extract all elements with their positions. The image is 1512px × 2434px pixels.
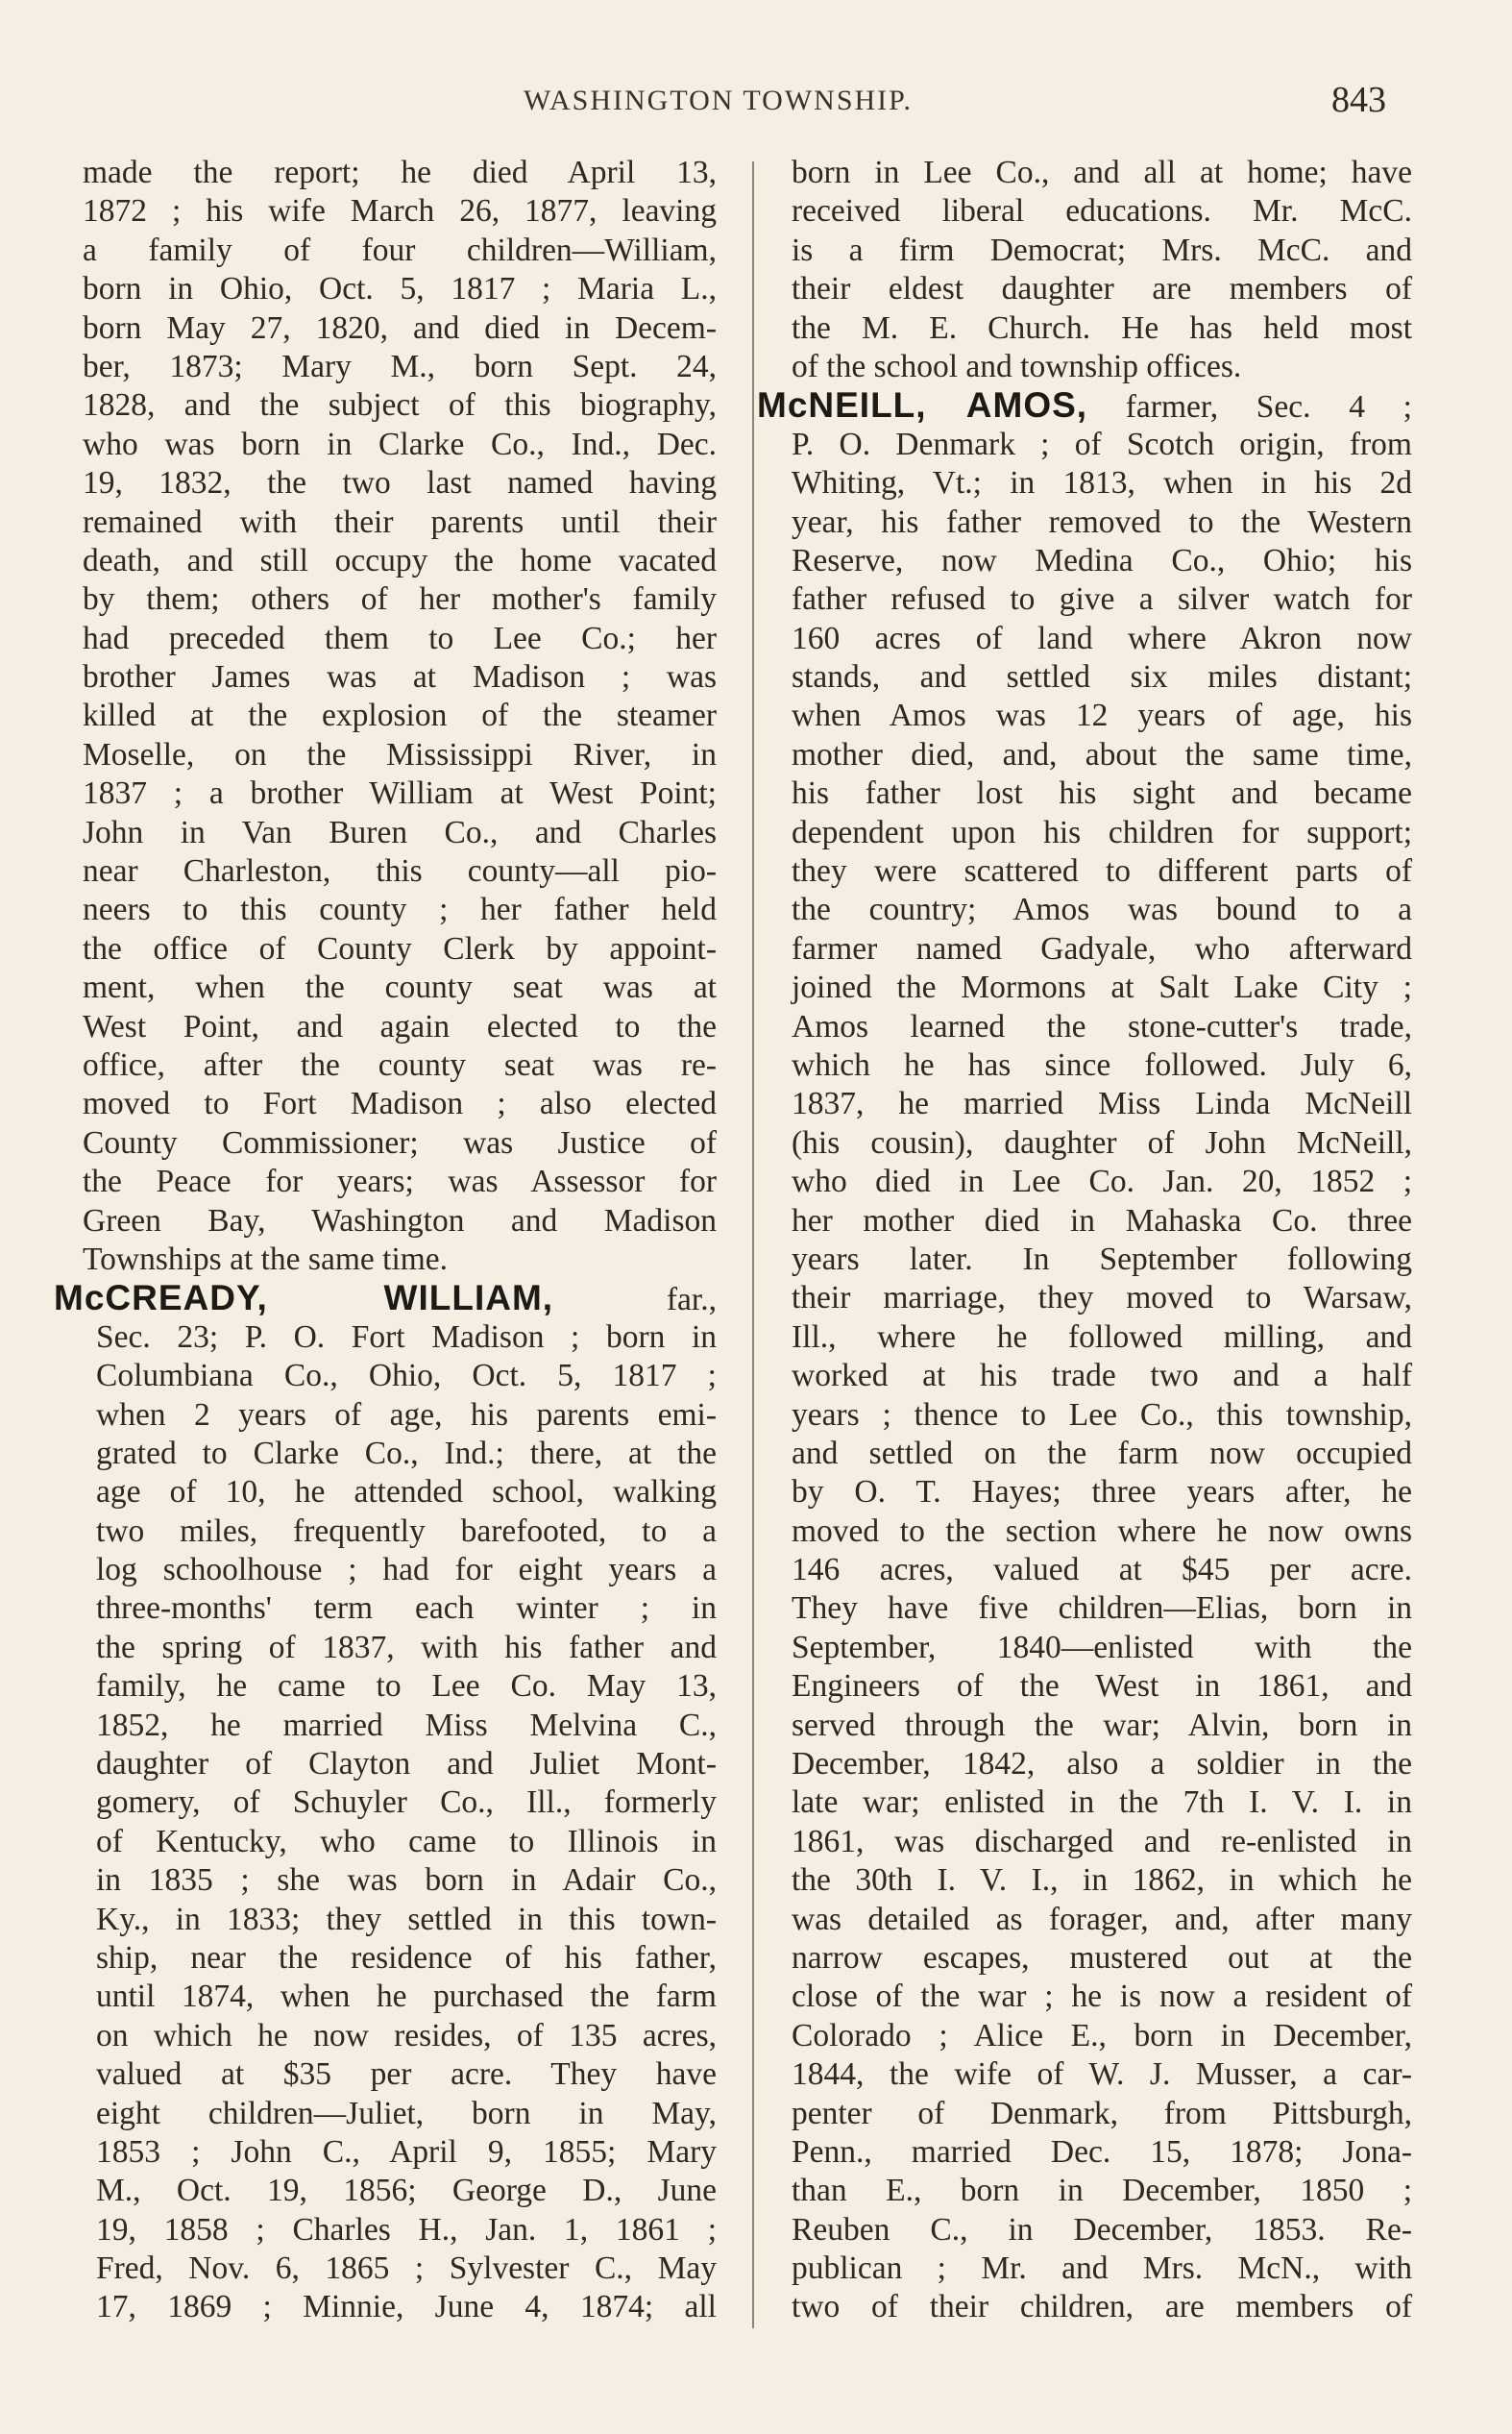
text-line: West Point, and again elected to the [83,1008,717,1045]
text-line: born in Lee Co., and all at home; have [792,155,1412,190]
text-line: Reserve, now Medina Co., Ohio; his [792,542,1412,578]
text-line: 1861, was discharged and re-enlisted in [792,1823,1412,1859]
text-line: which he has since followed. July 6, [792,1046,1412,1083]
text-line: who died in Lee Co. Jan. 20, 1852 ; [792,1164,1412,1200]
running-header [0,79,1512,127]
text-line: Penn., married Dec. 15, 1878; Jona- [792,2133,1412,2170]
text-line: 1852, he married Miss Melvina C., [96,1707,717,1743]
text-line: ment, when the county seat was at [83,970,717,1006]
text-line: until 1874, when he purchased the farm [96,1979,717,2015]
text-line: September, 1840—enlisted with the [792,1629,1412,1665]
text-line: ship, near the residence of his father, [96,1939,717,1976]
text-line: his father lost his sight and became [792,775,1412,812]
text-line: age of 10, he attended school, walking [96,1474,717,1511]
text-line: served through the war; Alvin, born in [792,1707,1412,1743]
text-line: by O. T. Hayes; three years after, he [792,1474,1412,1511]
entry-heading-text: far., [666,1282,717,1318]
entry-name-mcneill: McNEILL, AMOS, [757,385,1088,426]
text-line: stands, and settled six miles distant; [792,659,1412,696]
text-line: of Kentucky, who came to Illinois in [96,1823,717,1859]
text-line: 160 acres of land where Akron now [792,620,1412,656]
text-line: by them; others of her mother's family [83,581,717,618]
text-line: publican ; Mr. and Mrs. McN., with [792,2250,1412,2287]
text-line: Whiting, Vt.; in 1813, when in his 2d [792,465,1412,502]
text-line: County Commissioner; was Justice of [83,1124,717,1161]
text-line: three-months' term each winter ; in [96,1590,717,1627]
text-line: two of their children, are members of [792,2289,1412,2325]
text-line: (his cousin), daughter of John McNeill, [792,1124,1412,1161]
text-line: years ; thence to Lee Co., this township, [792,1396,1412,1433]
text-line: gomery, of Schuyler Co., Ill., formerly [96,1784,717,1821]
text-line: neers to this county ; her father held [83,892,717,928]
text-line: the Peace for years; was Assessor for [83,1164,717,1200]
text-line: year, his father removed to the Western [792,504,1412,540]
text-line: 146 acres, valued at $45 per acre. [792,1552,1412,1588]
text-line: they were scattered to different parts of [792,853,1412,890]
text-line: than E., born in December, 1850 ; [792,2173,1412,2209]
text-line: had preceded them to Lee Co.; her [83,620,717,656]
text-line: 1837, he married Miss Linda McNeill [792,1086,1412,1122]
text-line: near Charleston, this county—all pio- [83,853,717,890]
text-line: Fred, Nov. 6, 1865 ; Sylvester C., May [96,2250,717,2287]
text-line: when 2 years of age, his parents emi- [96,1396,717,1433]
text-line: narrow escapes, mustered out at the [792,1939,1412,1976]
text-line: their marriage, they moved to Warsaw, [792,1280,1412,1316]
entry-name-mccready: McCREADY, WILLIAM, [54,1278,554,1318]
left-column [54,154,717,2327]
text-line: remained with their parents until their [83,504,717,540]
text-line: two miles, frequently barefooted, to a [96,1512,717,1549]
text-line: Sec. 23; P. O. Fort Madison ; born in [96,1318,717,1355]
text-line: the country; Amos was bound to a [792,892,1412,928]
text-line: office, after the county seat was re- [83,1046,717,1083]
text-line: the office of County Clerk by appoint- [83,930,717,967]
text-line: Moselle, on the Mississippi River, in [83,736,717,773]
text-line: December, 1842, also a soldier in the [792,1746,1412,1782]
text-line: Ill., where he followed milling, and [792,1318,1412,1355]
text-line: grated to Clarke Co., Ind.; there, at the [96,1435,717,1471]
column-divider [752,161,754,2328]
text-line: in 1835 ; she was born in Adair Co., [96,1862,717,1899]
text-line: They have five children—Elias, born in [792,1590,1412,1627]
text-line: Ky., in 1833; they settled in this town- [96,1901,717,1937]
text-line: ber, 1873; Mary M., born Sept. 24, [83,348,717,384]
running-title: WASHINGTON TOWNSHIP. [524,85,914,116]
text-line: M., Oct. 19, 1856; George D., June [96,2173,717,2209]
text-line: the 30th I. V. I., in 1862, in which he [792,1862,1412,1899]
text-line: their eldest daughter are members of [792,271,1412,307]
text-line: Townships at the same time. [83,1241,449,1277]
text-line: Colorado ; Alice E., born in December, [792,2017,1412,2053]
text-line: Amos learned the stone-cutter's trade, [792,1008,1412,1045]
page-number: 843 [1331,80,1386,120]
text-line: Engineers of the West in 1861, and [792,1668,1412,1705]
entry-heading-line [54,1279,717,1317]
text-line: years later. In September following [792,1241,1412,1277]
text-line: father refused to give a silver watch for [792,581,1412,618]
text-line: her mother died in Mahaska Co. three [792,1202,1412,1239]
text-line: late war; enlisted in the 7th I. V. I. in [792,1784,1412,1821]
text-line: 17, 1869 ; Minnie, June 4, 1874; all [96,2289,717,2325]
text-line: log schoolhouse ; had for eight years a [96,1552,717,1588]
text-line: when Amos was 12 years of age, his [792,698,1412,734]
text-line: 1872 ; his wife March 26, 1877, leaving [83,193,717,230]
text-line: valued at $35 per acre. They have [96,2056,717,2093]
text-line: killed at the explosion of the steamer [83,698,717,734]
text-line: the M. E. Church. He has held most [792,309,1412,346]
text-line: a family of four children—William, [83,232,717,268]
text-line: dependent upon his children for support; [792,814,1412,850]
text-line: received liberal educations. Mr. McC. [792,193,1412,230]
text-line: of the school and township offices. [792,348,1242,384]
text-line: born in Ohio, Oct. 5, 1817 ; Maria L., [83,271,717,307]
entry-heading-line [757,386,1412,425]
text-line: 1853 ; John C., April 9, 1855; Mary [96,2133,717,2170]
text-line: who was born in Clarke Co., Ind., Dec. [83,426,717,462]
text-line: death, and still occupy the home vacated [83,542,717,578]
text-line: 1828, and the subject of this biography, [83,387,717,424]
entry-heading-text: farmer, Sec. 4 ; [1125,389,1412,426]
text-line: farmer named Gadyale, who afterward [792,930,1412,967]
text-line: Green Bay, Washington and Madison [83,1202,717,1239]
text-line: joined the Mormons at Salt Lake City ; [792,970,1412,1006]
text-line: made the report; he died April 13, [83,155,717,190]
text-line: is a firm Democrat; Mrs. McC. and [792,232,1412,268]
text-line: eight children—Juliet, born in May, [96,2095,717,2131]
text-line: mother died, and, about the same time, [792,736,1412,773]
text-line: worked at his trade two and a half [792,1358,1412,1394]
text-line: 19, 1832, the two last named having [83,465,717,502]
text-line: P. O. Denmark ; of Scotch origin, from [792,426,1412,462]
text-line: moved to the section where he now owns [792,1512,1412,1549]
text-line: on which he now resides, of 135 acres, [96,2017,717,2053]
text-line: daughter of Clayton and Juliet Mont- [96,1746,717,1782]
text-line: close of the war ; he is now a resident of [792,1979,1412,2015]
text-line: brother James was at Madison ; was [83,659,717,696]
text-line: family, he came to Lee Co. May 13, [96,1668,717,1705]
text-line: moved to Fort Madison ; also elected [83,1086,717,1122]
text-line: Reuben C., in December, 1853. Re- [792,2211,1412,2248]
text-line: born May 27, 1820, and died in Decem- [83,309,717,346]
text-line: John in Van Buren Co., and Charles [83,814,717,850]
text-line: was detailed as forager, and, after many [792,1901,1412,1937]
text-line: Columbiana Co., Ohio, Oct. 5, 1817 ; [96,1358,717,1394]
right-column [757,154,1412,2327]
text-line: 1844, the wife of W. J. Musser, a car- [792,2056,1412,2093]
text-line: penter of Denmark, from Pittsburgh, [792,2095,1412,2131]
text-line: and settled on the farm now occupied [792,1435,1412,1471]
text-line: the spring of 1837, with his father and [96,1629,717,1665]
text-line: 19, 1858 ; Charles H., Jan. 1, 1861 ; [96,2211,717,2248]
text-line: 1837 ; a brother William at West Point; [83,775,717,812]
